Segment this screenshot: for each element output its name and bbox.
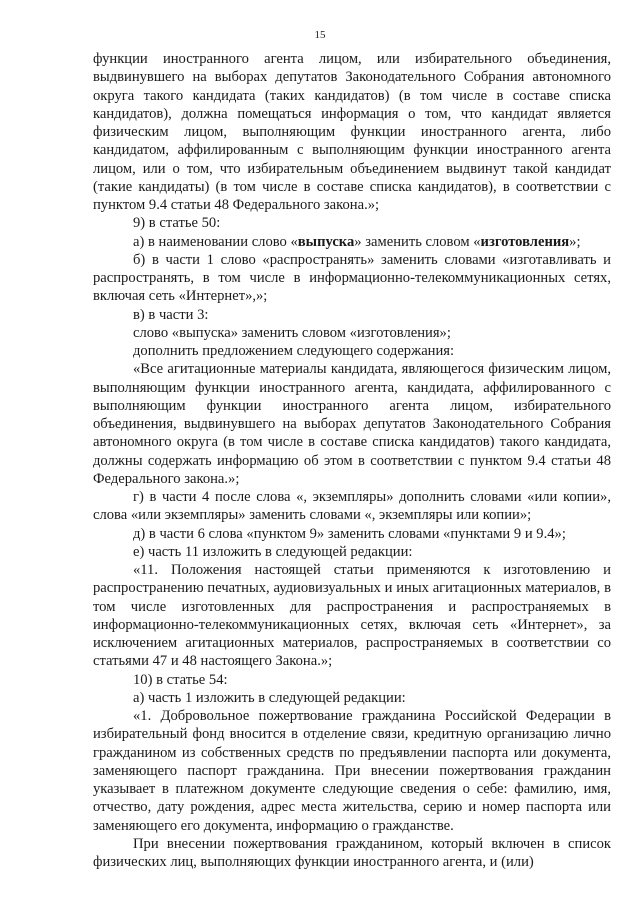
paragraph-text: «11. Положения настоящей статьи применяются к изготовлению и распространению печатных, аудиовизуальных и иных агитационных материалов, в том числе изготовленных для распространения и распространяемых в информационно-телекоммуникационных сетях, включая сеть «Интернет», за исключением агитационных материалов, распространяемых в соответствии со статьями 47 и 48 настоящего Закона.»; (93, 562, 611, 670)
paragraph-text: При внесении пожертвования гражданином, который включен в список физических лиц, выполняющих функции иностранного агента, и (или) (93, 835, 611, 870)
paragraph (93, 835, 611, 872)
paragraph (93, 233, 611, 251)
bold-term: выпуска (297, 233, 355, 250)
paragraph (93, 689, 611, 707)
paragraph (93, 671, 611, 689)
paragraph (93, 561, 611, 671)
document-body (93, 50, 611, 871)
paragraph (93, 543, 611, 561)
paragraph-text: 10) в статье 54: (133, 671, 228, 688)
paragraph (93, 306, 611, 324)
paragraph-text: г) в части 4 после слова «, экземпляры» дополнить словами «или копии», слова «или экземпляры» заменить словами «, экземпляры или копии»; (93, 489, 611, 524)
paragraph-text: 9) в статье 50: (133, 215, 221, 232)
paragraph (93, 707, 611, 835)
paragraph-text: «Все агитационные материалы кандидата, являющегося физическим лицом, выполняющим функции иностранного агента, кандидата, аффилированного с выполняющим функции иностранного агента лицом, избирательного объединения, выдвинувшего на выборах депутатов Законодательного Собрания автономного округа (в том числе в составе списка кандидатов) такого кандидата, должны содержать информацию об этом в соответствии с пунктом 9.4 статьи 48 Федерального закона.»; (93, 361, 611, 487)
paragraph-text: д) в части 6 слова «пунктом 9» заменить словами «пунктами 9 и 9.4»; (133, 525, 566, 542)
paragraph (93, 214, 611, 232)
paragraph-text: а) в наименовании слово « (133, 233, 298, 250)
bold-term: изготовления (480, 233, 570, 250)
paragraph (93, 525, 611, 543)
paragraph-text: в) в части 3: (133, 306, 209, 323)
paragraph-text: слово «выпуска» заменить словом «изготовления»; (133, 324, 451, 341)
page-number: 15 (314, 29, 326, 41)
paragraph (93, 342, 611, 360)
paragraph-text: функции иностранного агента лицом, или избирательного объединения, выдвинувшего на выборах депутатов Законодательного Собрания автономного округа такого кандидата (таких кандидатов) (в том числе в составе списка кандидатов), должна помещаться информация о том, что кандидат является физическим лицом, выполняющим функции иностранного агента, либо кандидатом, аффилированным с выполняющим функции иностранного агента лицом, или о том, что избирательным объединением выдвинут такой кандидат (такие кандидаты) (в том числе в составе списка кандидатов), в соответствии с пунктом 9.4 статьи 48 Федерального закона.»; (93, 51, 611, 213)
paragraph-text: »; (569, 233, 581, 250)
paragraph (93, 360, 611, 488)
paragraph-text: а) часть 1 изложить в следующей редакции: (133, 689, 406, 706)
paragraph-text: б) в части 1 слово «распространять» заменить словами «изготавливать и распространять, в том числе в информационно-телекоммуникационных сетях, включая сеть «Интернет»,»; (93, 251, 611, 305)
paragraph (93, 50, 611, 214)
paragraph (93, 324, 611, 342)
paragraph (93, 251, 611, 306)
paragraph-text: е) часть 11 изложить в следующей редакции: (133, 543, 413, 560)
paragraph (93, 488, 611, 525)
paragraph-text: дополнить предложением следующего содержания: (133, 343, 455, 359)
paragraph-text: » заменить словом « (354, 233, 481, 250)
paragraph-text: «1. Добровольное пожертвование гражданина Российской Федерации в избирательный фонд вносится в отделение связи, кредитную организацию лично гражданином из собственных средств по предъявлении паспорта или документа, заменяющего паспорт гражданина. При внесении пожертвования гражданин указывает в платежном документе следующие сведения о себе: фамилию, имя, отчество, дату рождения, адрес места жительства, серию и номер паспорта или заменяющего его документа, информацию о гражданстве. (93, 708, 611, 834)
